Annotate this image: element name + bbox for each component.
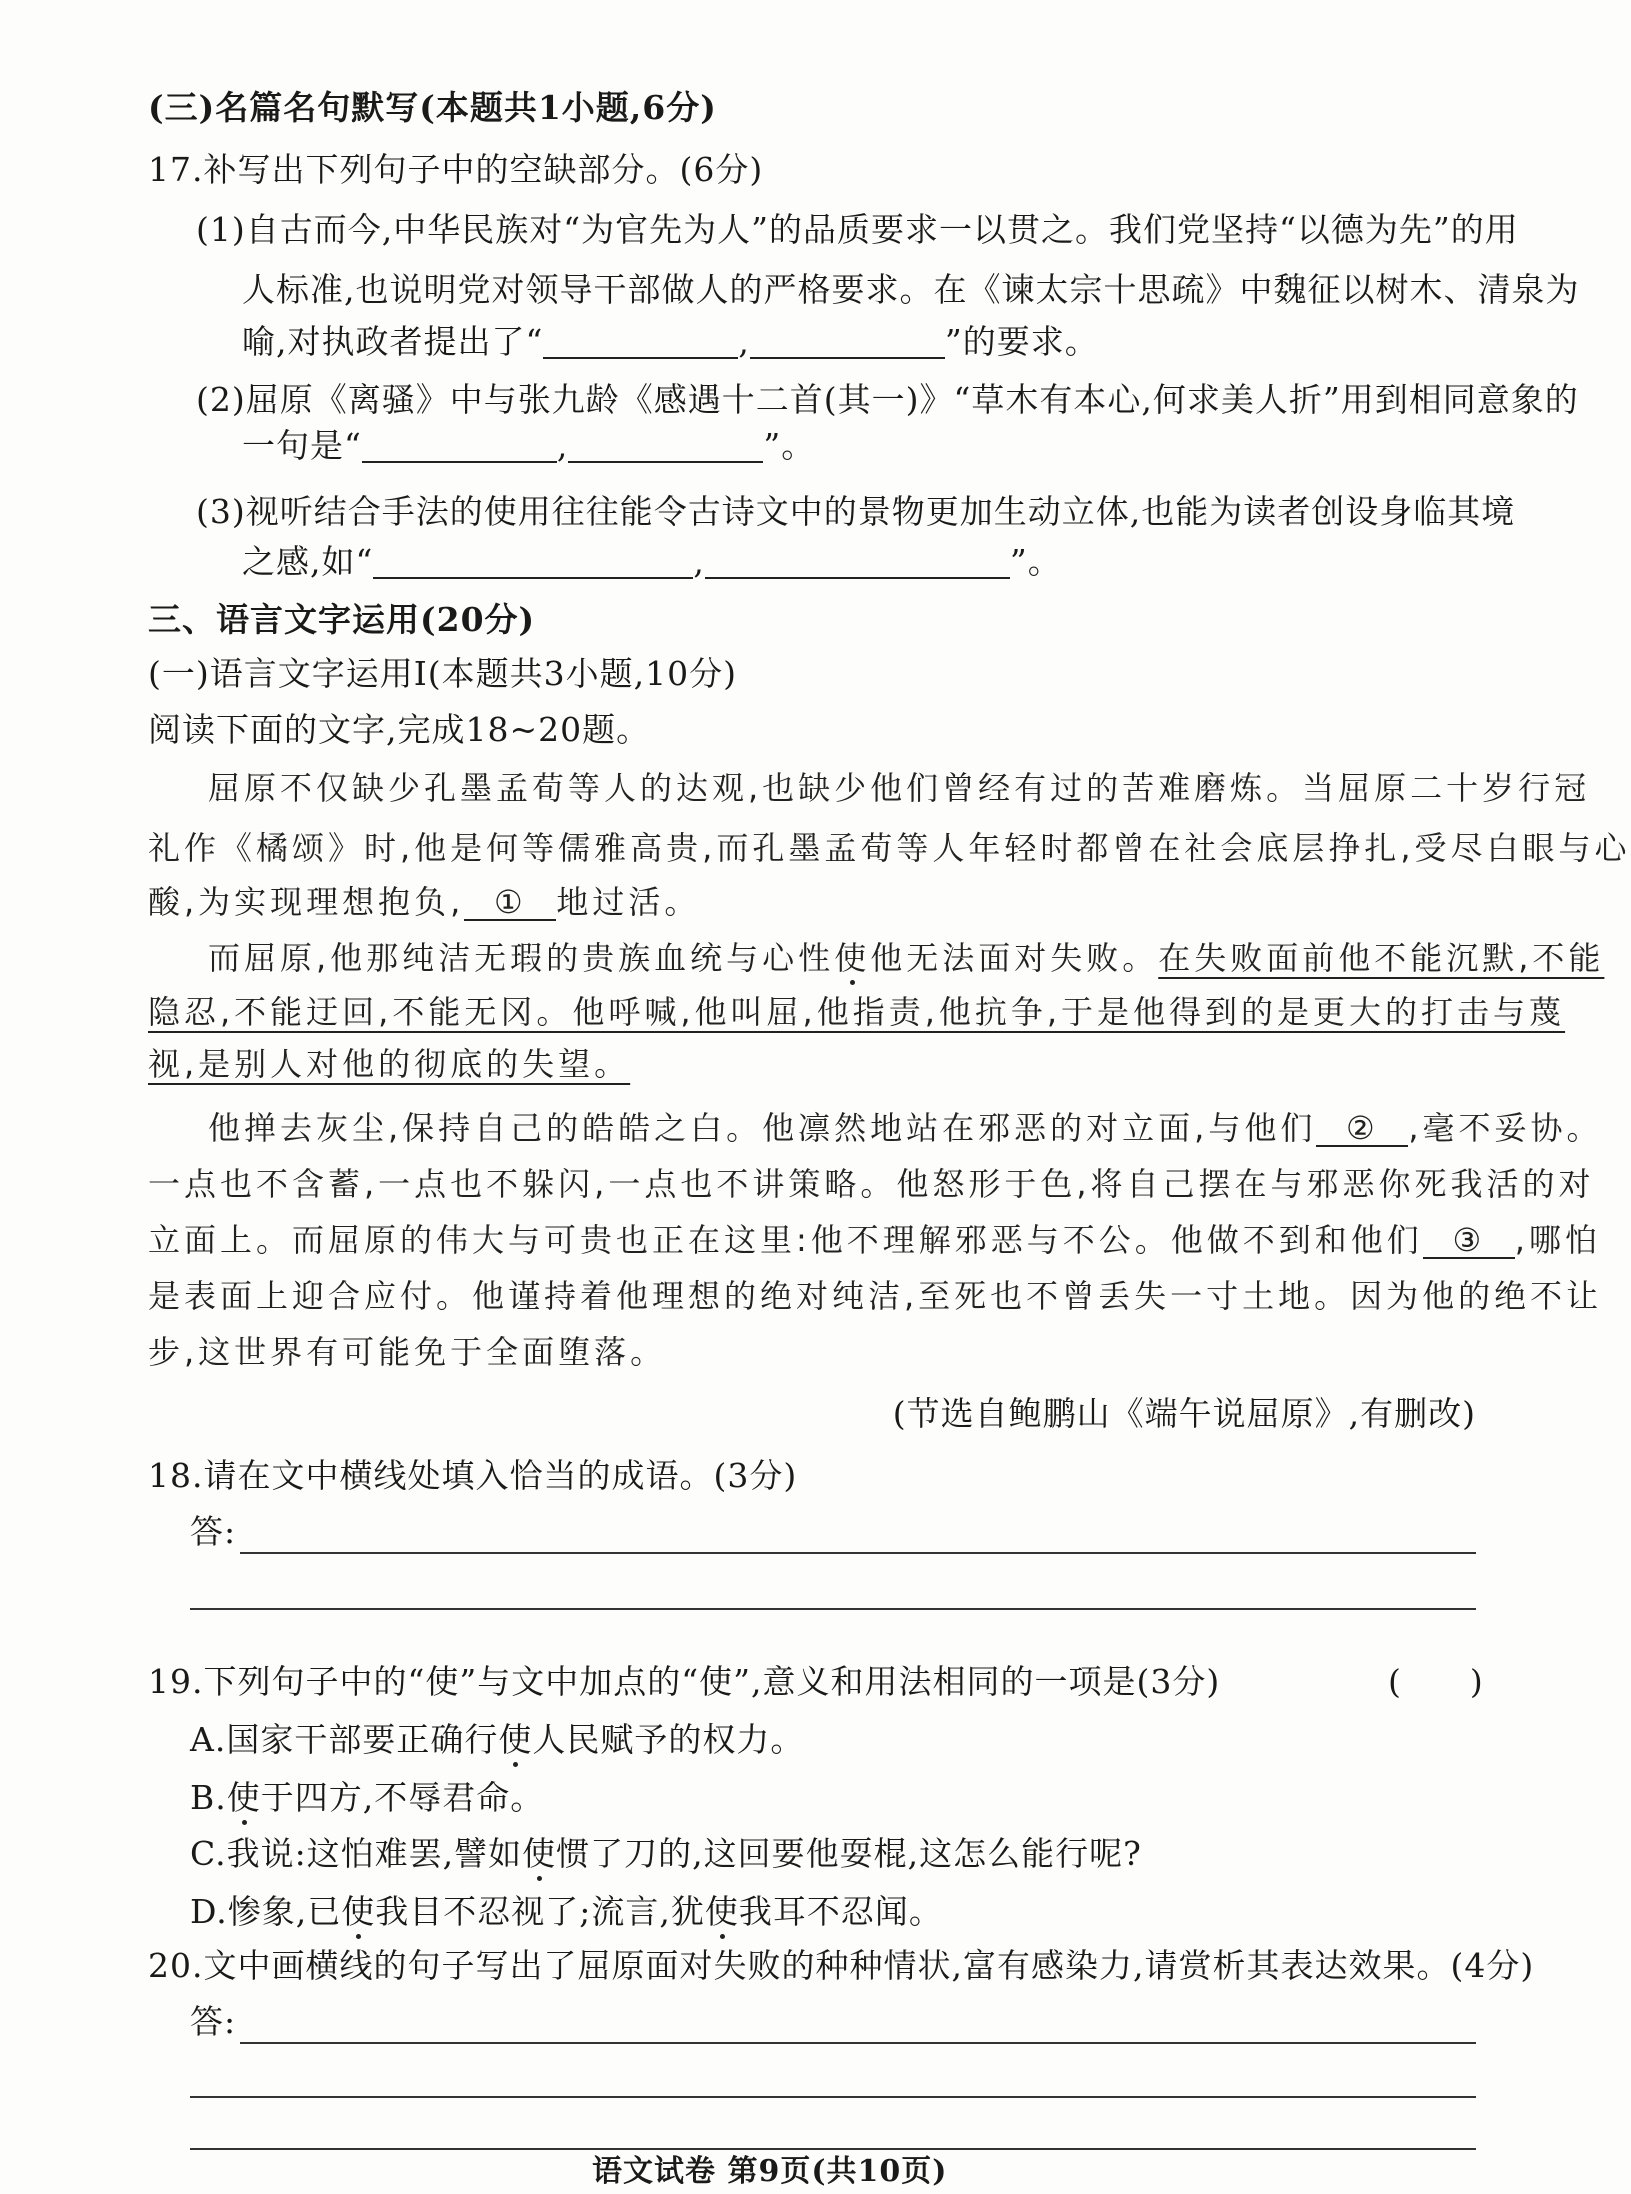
option-text: B.	[190, 1778, 227, 1817]
q17-item1-line1: (1)自古而今,中华民族对“为官先为人”的品质要求一以贯之。我们党坚持“以德为先”的用	[196, 210, 1519, 249]
answer-line[interactable]	[240, 1552, 1476, 1554]
q17-item2-text-a: 一句是“	[242, 426, 362, 465]
passage-p1-line2: 礼作《橘颂》时,他是何等儒雅高贵,而孔墨孟荀等人年轻时都曾在社会底层挣扎,受尽白眼与心	[148, 829, 1631, 867]
q17-item1-line3	[242, 320, 1099, 364]
dotted-char-shi: 使	[341, 1892, 376, 1931]
q17-item3-line2	[242, 540, 1062, 584]
reading-instruction: 阅读下面的文字,完成18~20题。	[148, 710, 651, 749]
underlined-sentence: 隐忍,不能迂回,不能无冈。他呼喊,他叫屈,他指责,他抗争,于是他得到的是更大的打击与蔑	[148, 993, 1566, 1031]
page-footer: 语文试卷 第9页(共10页)	[592, 2154, 948, 2189]
answer-line[interactable]	[190, 1608, 1476, 1610]
passage-source: (节选自鲍鹏山《端午说屈原》,有删改)	[892, 1394, 1476, 1433]
passage-text: 他掸去灰尘,保持自己的皓皓之白。他凛然地站在邪恶的对立面,与他们	[208, 1109, 1317, 1147]
option-text: 人民赋予的权力。	[532, 1720, 805, 1759]
passage-p3-line3	[148, 1218, 1601, 1262]
passage-p1-line3	[148, 880, 700, 924]
question-18-stem: 18.请在文中横线处填入恰当的成语。(3分)	[148, 1456, 798, 1495]
passage-text: ,毫不妥协。	[1408, 1109, 1603, 1147]
dotted-char-shi: 使	[498, 1720, 533, 1759]
option-text: 我目不忍视了;流言,犹	[375, 1892, 705, 1931]
dotted-char-shi: 使	[226, 1778, 261, 1817]
option-b[interactable]	[190, 1776, 544, 1820]
q17-blank-4[interactable]	[568, 429, 763, 463]
passage-p3-line5: 步,这世界有可能免于全面堕落。	[148, 1333, 667, 1371]
passage-text: 而屈原,他那纯洁无瑕的贵族血统与心性	[208, 939, 835, 977]
q17-item3-text-c: ”。	[1009, 542, 1062, 581]
q17-item2-text-c: ”。	[763, 426, 816, 465]
passage-text: ,哪怕	[1514, 1221, 1601, 1259]
question-19-stem: 19.下列句子中的“使”与文中加点的“使”,意义和用法相同的一项是(3分)	[148, 1662, 1221, 1701]
answer-line[interactable]	[190, 2096, 1476, 2098]
option-a[interactable]	[190, 1718, 804, 1762]
answer-line[interactable]	[240, 2042, 1476, 2044]
passage-text: 酸,为实现理想抱负,	[148, 883, 465, 921]
subsection-title: (一)语言文字运用Ⅰ(本题共3小题,10分)	[148, 654, 738, 693]
underlined-sentence: 视,是别人对他的彻底的失望。	[148, 1045, 631, 1083]
q17-blank-6[interactable]	[705, 545, 1010, 579]
q17-item2-line2	[242, 424, 815, 468]
part-title: 三、语言文字运用(20分)	[148, 600, 536, 639]
question-17-stem: 17.补写出下列句子中的空缺部分。(6分)	[148, 150, 764, 189]
passage-p3-line4: 是表面上迎合应付。他谨持着他理想的绝对纯洁,至死也不曾丢失一寸土地。因为他的绝不让	[148, 1277, 1603, 1315]
passage-p3-line2: 一点也不含蓄,一点也不躲闪,一点也不讲策略。他怒形于色,将自己摆在与邪恶你死我活的对	[148, 1165, 1595, 1203]
q17-item1-line2: 人标准,也说明党对领导干部做人的严格要求。在《谏太宗十思疏》中魏征以树木、清泉为	[242, 270, 1580, 309]
dotted-char-shi: 使	[704, 1892, 739, 1931]
q17-blank-1[interactable]	[543, 325, 738, 359]
q17-blank-5[interactable]	[373, 545, 693, 579]
q17-item3-text-a: 之感,如“	[242, 542, 374, 581]
option-c[interactable]	[190, 1832, 1142, 1876]
option-text: 惯了刀的,这回要他耍棍,这怎么能行呢?	[556, 1834, 1142, 1873]
option-text: 我耳不忍闻。	[738, 1892, 943, 1931]
q17-item3-text-b: ,	[693, 542, 705, 581]
q17-item3-line1: (3)视听结合手法的使用往往能令古诗文中的景物更加生动立体,也能为读者创设身临其境	[196, 492, 1516, 531]
blank-1[interactable]: ①	[464, 885, 556, 921]
q17-item2-text-b: ,	[556, 426, 569, 465]
q17-blank-2[interactable]	[750, 325, 945, 359]
passage-p1-line1: 屈原不仅缺少孔墨孟荀等人的达观,也缺少他们曾经有过的苦难磨炼。当屈原二十岁行冠	[208, 769, 1591, 807]
passage-p3-line1	[208, 1106, 1603, 1150]
q17-item1-text-a: 喻,对执政者提出了“	[242, 322, 544, 361]
dotted-char-shi: 使	[834, 939, 871, 977]
passage-p2-line1	[208, 936, 1604, 980]
q17-blank-3[interactable]	[362, 429, 557, 463]
option-text: A.国家干部要正确行	[190, 1720, 499, 1759]
underlined-sentence: 在失败面前他不能沉默,不能	[1158, 939, 1605, 977]
answer-label: 答:	[190, 2002, 237, 2041]
q17-item2-line1: (2)屈原《离骚》中与张九龄《感遇十二首(其一)》“草木有本心,何求美人折”用到相同意象的	[196, 380, 1579, 419]
passage-text: 他无法面对失败。	[870, 939, 1159, 977]
option-text: D.惨象,已	[190, 1892, 342, 1931]
dotted-char-shi: 使	[522, 1834, 557, 1873]
option-text: 于四方,不辱君命。	[260, 1778, 545, 1817]
section-title: (三)名篇名句默写(本题共1小题,6分)	[148, 88, 717, 127]
q17-item1-text-c: ”的要求。	[944, 322, 1099, 361]
option-d[interactable]	[190, 1890, 943, 1934]
option-text: C.我说:这怕难罢,譬如	[190, 1834, 523, 1873]
blank-2[interactable]: ②	[1316, 1111, 1408, 1147]
answer-parentheses[interactable]: ( )	[1388, 1662, 1484, 1701]
answer-label: 答:	[190, 1512, 237, 1551]
passage-text: 地过活。	[556, 883, 701, 921]
q17-item1-text-b: ,	[738, 322, 750, 361]
passage-text: 立面上。而屈原的伟大与可贵也正在这里:他不理解邪恶与不公。他做不到和他们	[148, 1221, 1423, 1259]
question-20-stem: 20.文中画横线的句子写出了屈原面对失败的种种情状,富有感染力,请赏析其表达效果。(4分)	[148, 1946, 1535, 1985]
blank-3[interactable]: ③	[1423, 1223, 1515, 1259]
